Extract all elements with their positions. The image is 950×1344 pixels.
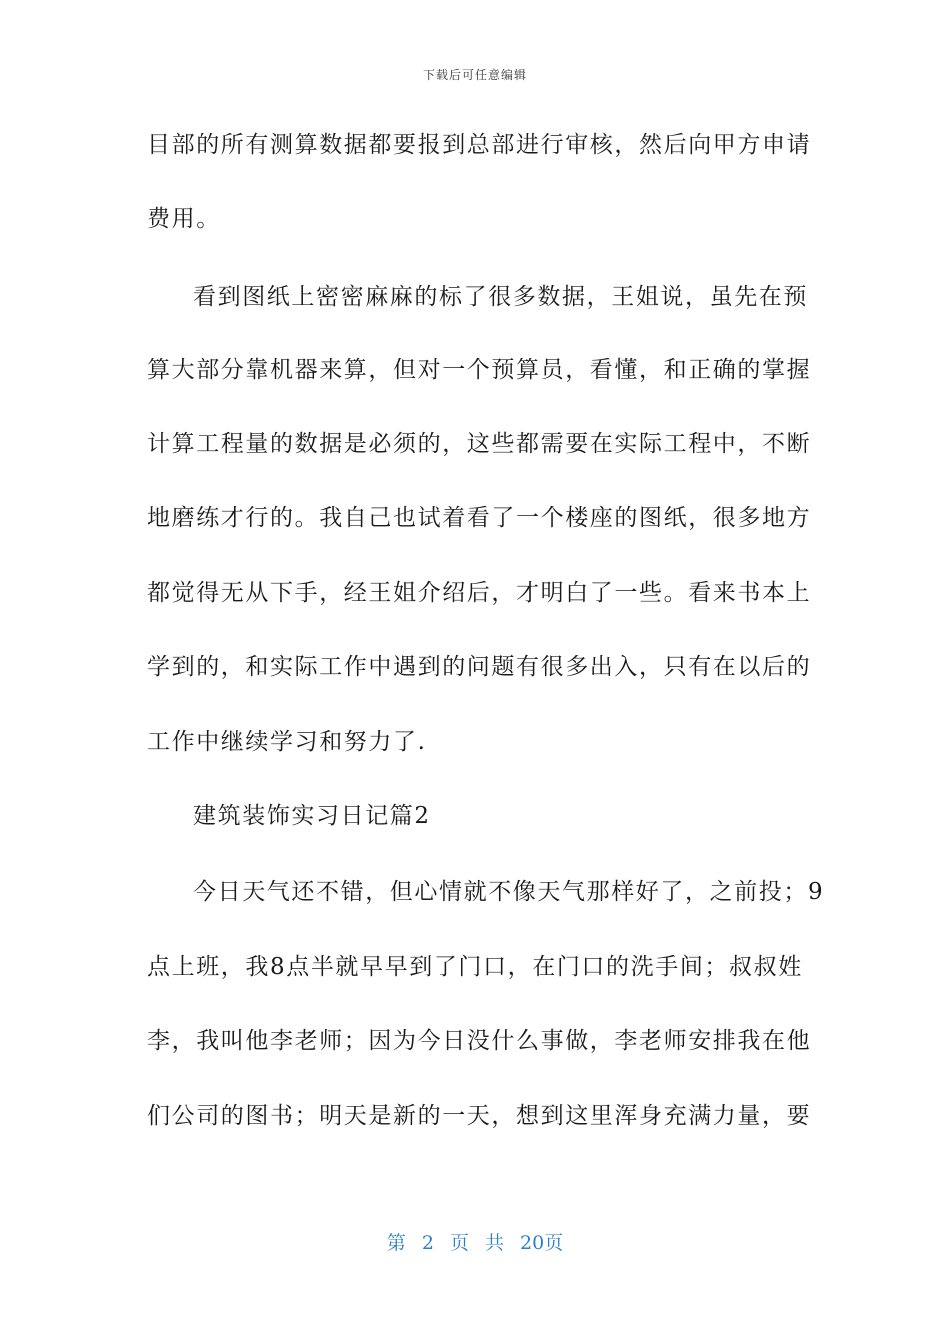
text-line: 李，我叫他李老师；因为今日没什么事做，李老师安排我在他	[147, 1028, 812, 1054]
text-line: 目部的所有测算数据都要报到总部进行审核，然后向甲方申请	[147, 132, 812, 158]
text-line: 工作中继续学习和努力了.	[147, 729, 427, 755]
text-line: 们公司的图书；明天是新的一天，想到这里浑身充满力量，要	[147, 1103, 812, 1129]
text-line: 计算工程量的数据是必须的，这些都需要在实际工程中，不断	[147, 431, 812, 457]
text-line: 都觉得无从下手，经王姐介绍后，才明白了一些。看来书本上	[147, 580, 812, 606]
text-line: 地磨练才行的。我自己也试着看了一个楼座的图纸，很多地方	[147, 505, 812, 531]
text-line: 算大部分靠机器来算，但对一个预算员，看懂，和正确的掌握	[147, 357, 812, 383]
text-line: 看到图纸上密密麻麻的标了很多数据，王姐说，虽先在预	[193, 284, 808, 310]
text-line: 点上班，我8点半就早早到了门口，在门口的洗手间；叔叔姓	[147, 954, 803, 980]
page-number: 第 2 页 共 20页	[386, 1232, 564, 1254]
text-line: 学到的，和实际工作中遇到的问题有很多出入，只有在以后的	[147, 654, 812, 680]
text-line: 今日天气还不错，但心情就不像天气那样好了，之前投；9	[193, 879, 825, 905]
text-line: 费用。	[147, 206, 221, 232]
page-header: 下载后可任意编辑	[422, 68, 527, 82]
section-heading: 建筑装饰实习日记篇2	[193, 803, 431, 829]
